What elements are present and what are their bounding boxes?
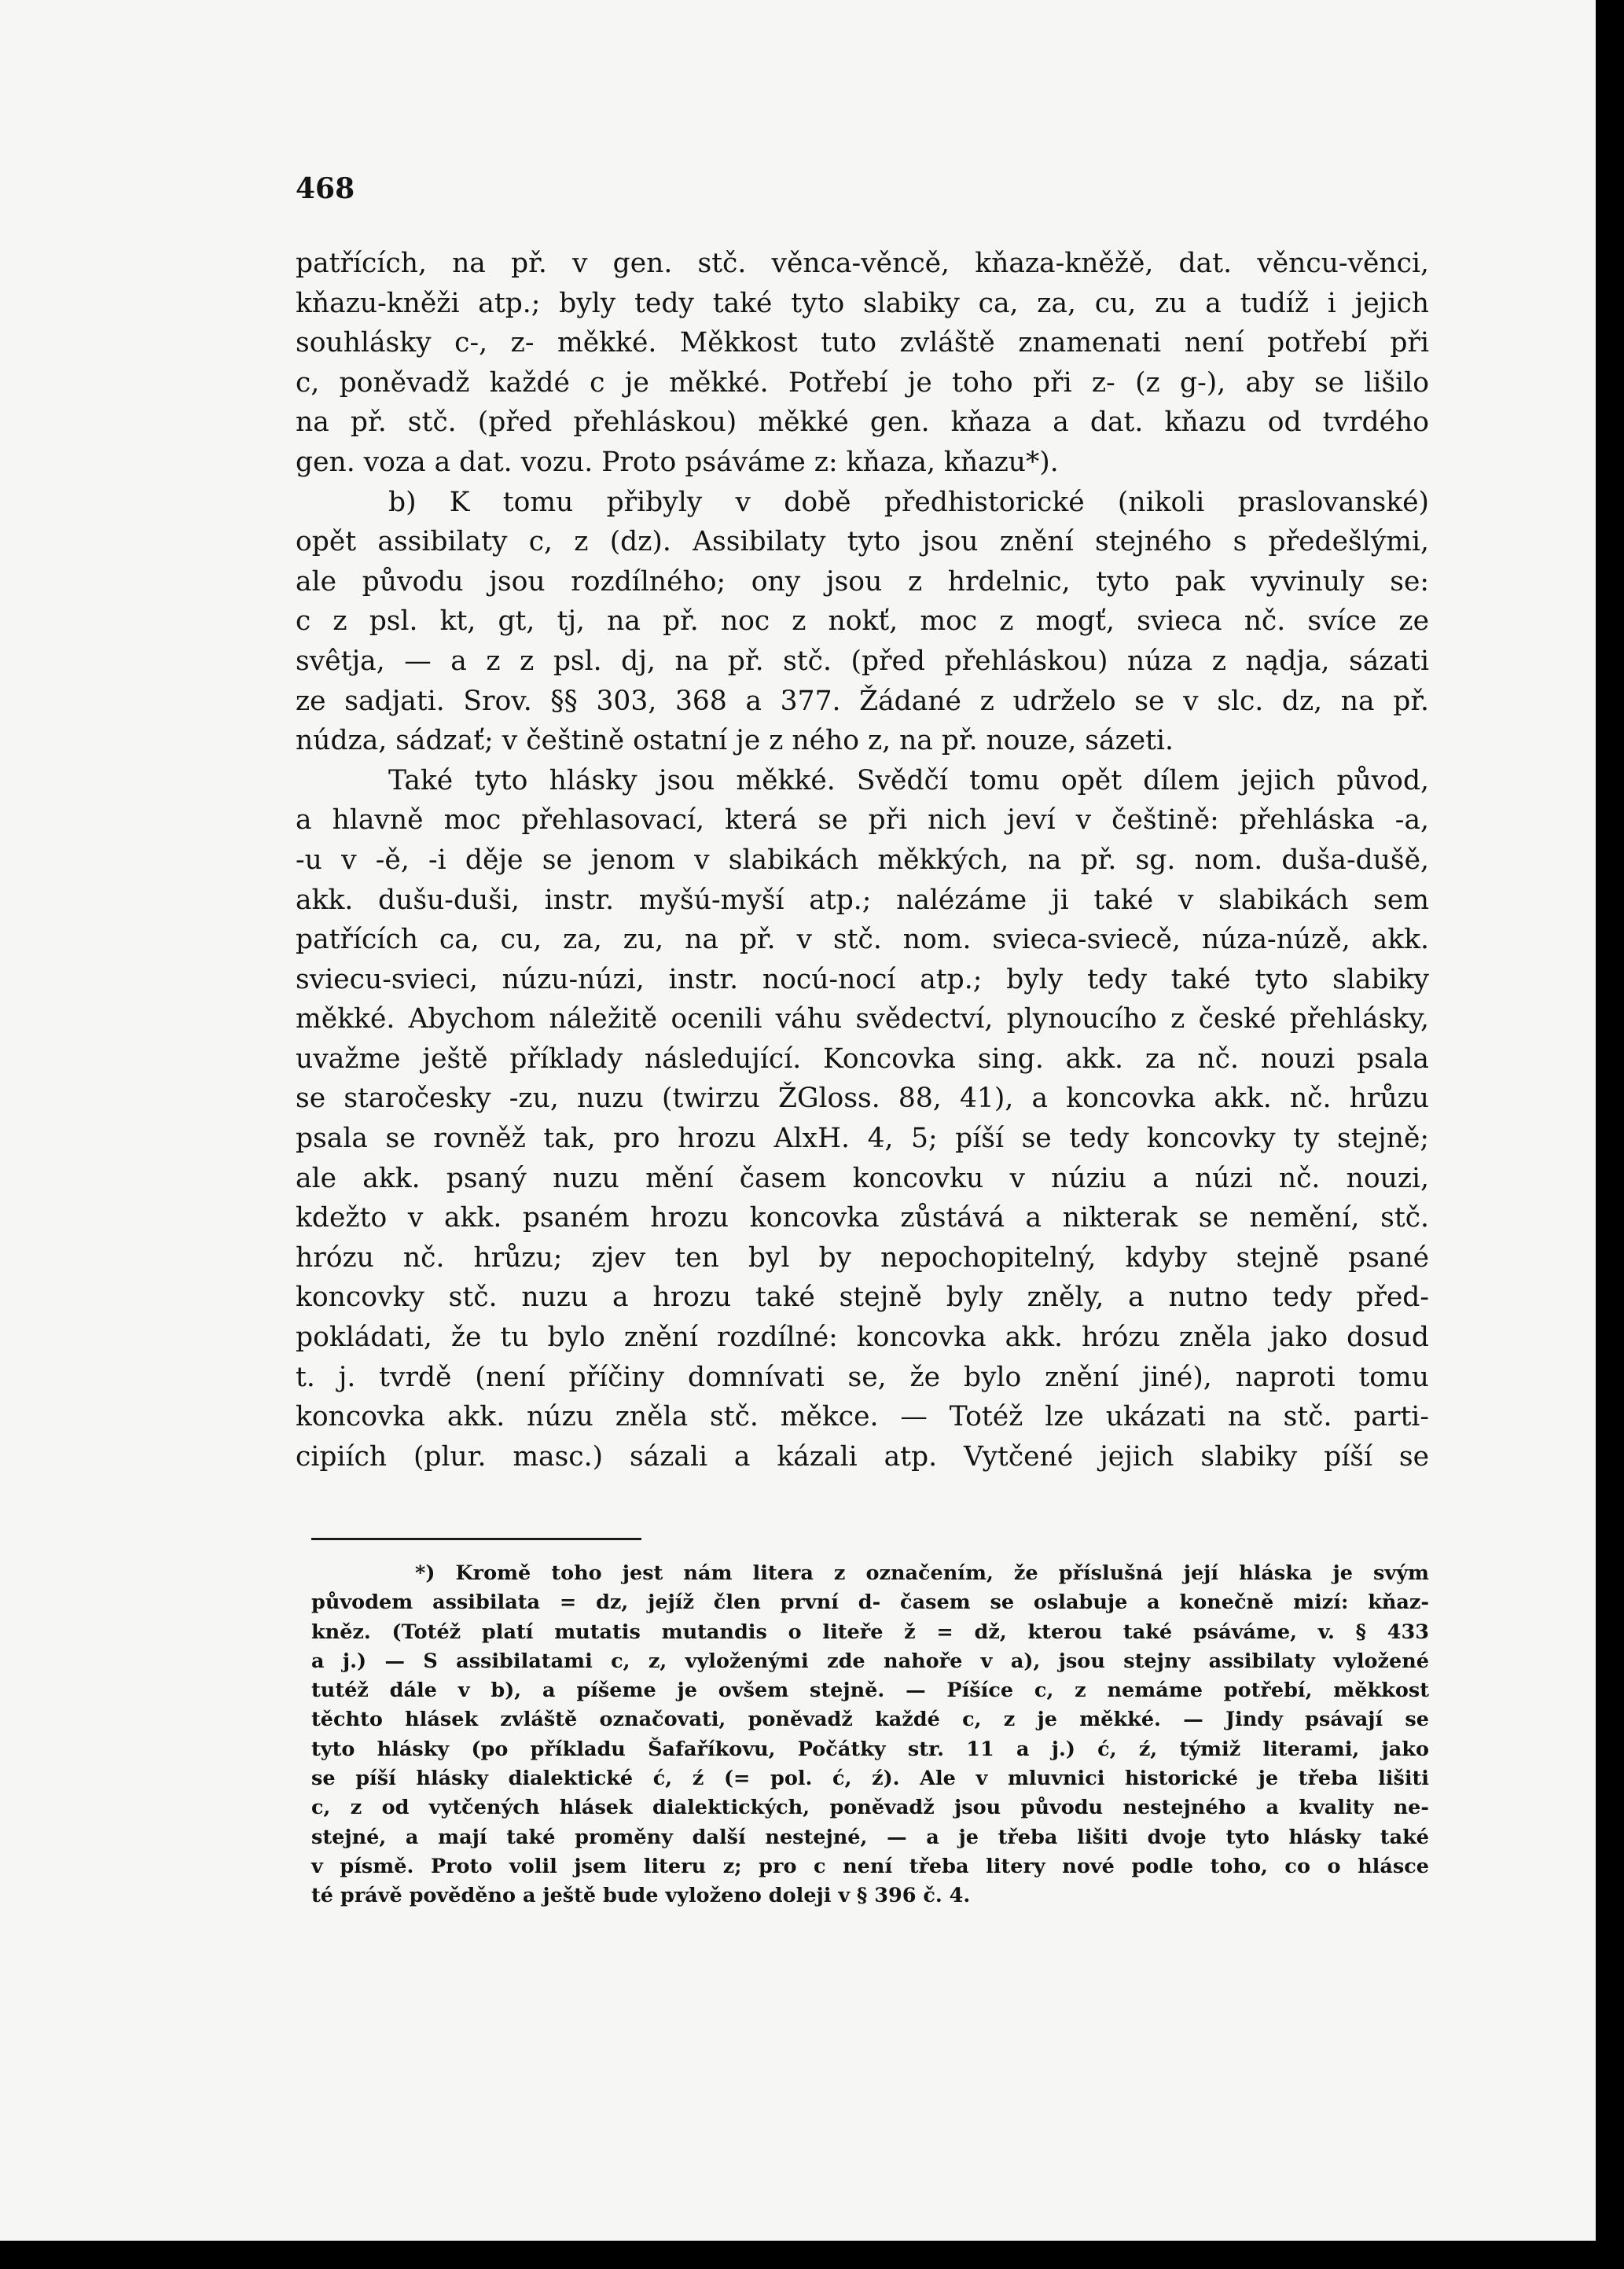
text-line: c z psl. kt, gt, tj, na př. noc z nokť, moc z mogť, svieca nč. svíce ze <box>296 605 1429 638</box>
footnote-line: té právě pověděno a ještě bude vyloženo doleji v § 396 č. 4. <box>311 1884 971 1908</box>
footnote-line: těchto hlásek zvláště označovati, poněvadž každé c, z je měkké. — Jindy psávají se <box>311 1708 1429 1732</box>
footnote-line: původem assibilata = dz, jejíž člen první d- časem se oslabuje a konečně mizí: kňaz- <box>311 1591 1429 1615</box>
text-line: pokládati, že tu bylo znění rozdílné: koncovka akk. hrózu zněla jako dosud <box>296 1322 1429 1354</box>
text-line: patřících, na př. v gen. stč. věnca-věncě, kňaza-kněžě, dat. věncu-věnci, <box>296 248 1429 279</box>
footnote-line: v písmě. Proto volil jsem literu z; pro c není třeba litery nové podle toho, co o hlásce <box>311 1854 1429 1878</box>
text-line: kňazu-kněži atp.; byly tedy také tyto slabiky ca, za, cu, zu a tudíž i jejich <box>296 287 1429 319</box>
text-line: -u v -ě, -i děje se jenom v slabikách měkkých, na př. sg. nom. duša-dušě, <box>296 844 1429 876</box>
text-line: t. j. tvrdě (není příčiny domnívati se, že bylo znění jiné), naproti tomu <box>296 1361 1429 1393</box>
text-line: se staročesky -zu, nuzu (twirzu ŽGloss. 88, 41), a koncovka akk. nč. hrůzu <box>296 1083 1429 1115</box>
text-line: kdežto v akk. psaném hrozu koncovka zůstává a nikterak se nemění, stč. <box>296 1202 1429 1234</box>
text-line: gen. voza a dat. vozu. Proto psáváme z: kňaza, kňazu*). <box>296 446 1059 478</box>
footnote-divider <box>311 1538 641 1540</box>
main-text <box>296 244 1429 1477</box>
text-line: cipiích (plur. masc.) sázali a kázali atp. Vytčené jejich slabiky píší se <box>296 1440 1429 1473</box>
footnote-line: a j.) — S assibilatami c, z, vyloženými zde nahoře v a), jsou stejny assibilaty vyložené <box>311 1649 1429 1673</box>
footnote-line: stejné, a mají také proměny další nestejné, — a je třeba lišiti dvoje tyto hlásky také <box>311 1825 1429 1849</box>
footnote-line: se píší hlásky dialektické ć, ź (= pol. ć, ź). Ale v mluvnici historické je třeba lišiti <box>311 1767 1429 1791</box>
text-line: ale původu jsou rozdílného; ony jsou z hrdelnic, tyto pak vyvinuly se: <box>296 565 1429 598</box>
text-line: a hlavně moc přehlasovací, která se při nich jeví v češtině: přehláska -a, <box>296 804 1429 837</box>
text-line: psala se rovněž tak, pro hrozu AlxH. 4, 5; píší se tedy koncovky ty stejně; <box>296 1123 1429 1155</box>
text-line: svêtja, — a z z psl. dj, na př. stč. (před přehláskou) núza z nądja, sázati <box>296 645 1429 677</box>
text-line: Také tyto hlásky jsou měkké. Svědčí tomu opět dílem jejich původ, <box>388 764 1429 796</box>
footnote <box>311 1559 1429 1911</box>
footnote-line: tyto hlásky (po příkladu Šafaříkovu, Počátky str. 11 a j.) ć, ź, týmiž literami, jako <box>311 1737 1429 1761</box>
text-line: patřících ca, cu, za, zu, na př. v stč. nom. svieca-sviecě, núza-núzě, akk. <box>296 924 1429 956</box>
text-line: opět assibilaty c, z (dz). Assibilaty tyto jsou znění stejného s předešlými, <box>296 526 1429 558</box>
text-line: hrózu nč. hrůzu; zjev ten byl by nepochopitelný, kdyby stejně psané <box>296 1241 1429 1274</box>
footnote-line: kněz. (Totéž platí mutatis mutandis o liteře ž = dž, kterou také psáváme, v. § 433 <box>311 1620 1429 1644</box>
footnote-line: c, z od vytčených hlásek dialektických, poněvadž jsou původu nestejného a kvality ne- <box>311 1796 1429 1820</box>
text-line: núdza, sádzať; v češtině ostatní je z ného z, na př. nouze, sázeti. <box>296 725 1174 757</box>
text-line: na př. stč. (před přehláskou) měkké gen. kňaza a dat. kňazu od tvrdého <box>296 406 1429 439</box>
text-line: koncovka akk. núzu zněla stč. měkce. — Totéž lze ukázati na stč. parti- <box>296 1401 1429 1433</box>
text-line: souhlásky c-, z- měkké. Měkkost tuto zvláště znamenati není potřebí při <box>296 327 1429 359</box>
text-line: sviecu-svieci, núzu-núzi, instr. nocú-nocí atp.; byly tedy také tyto slabiky <box>296 963 1429 995</box>
text-line: koncovky stč. nuzu a hrozu také stejně byly zněly, a nutno tedy před- <box>296 1282 1429 1314</box>
footnote-line: tutéž dále v b), a píšeme je ovšem stejně. — Píšíce c, z nemáme potřebí, měkkost <box>311 1679 1429 1703</box>
text-line: měkké. Abychom náležitě ocenili váhu svědectví, plynoucího z české přehlásky, <box>296 1003 1429 1035</box>
text-line: c, poněvadž každé c je měkké. Potřebí je toho při z- (z g-), aby se lišilo <box>296 366 1429 399</box>
text-line: ale akk. psaný nuzu mění časem koncovku v núziu a núzi nč. nouzi, <box>296 1162 1429 1194</box>
footnote-line: *) Kromě toho jest nám litera z označením, že příslušná její hláska je svým <box>415 1561 1429 1585</box>
page-number: 468 <box>296 172 355 205</box>
text-line: ze sadjati. Srov. §§ 303, 368 a 377. Žádané z udrželo se v slc. dz, na př. <box>296 685 1429 717</box>
text-line: b) K tomu přibyly v době předhistorické (nikoli praslovanské) <box>388 486 1429 518</box>
text-line: uvažme ještě příklady následující. Koncovka sing. akk. za nč. nouzi psala <box>296 1043 1429 1075</box>
text-line: akk. dušu-duši, instr. myšú-myší atp.; nalézáme ji také v slabikách sem <box>296 884 1429 916</box>
